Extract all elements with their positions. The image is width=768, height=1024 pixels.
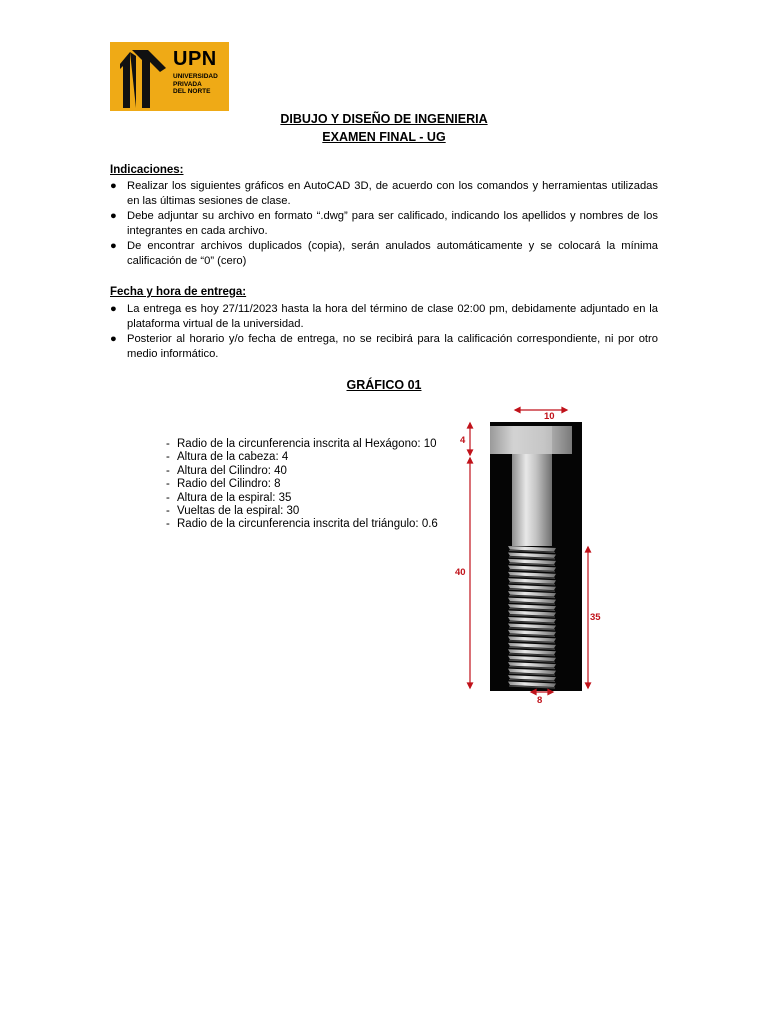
dash-marker: -: [166, 438, 170, 450]
dash-marker: -: [166, 478, 170, 491]
bullet-icon: ●: [110, 333, 117, 345]
list-item-text: Realizar los siguientes gráficos en AutoCAD 3D, de acuerdo con los comandos y herramientas utilizadas en las últimas sesiones de clase.: [127, 180, 658, 207]
list-item-text: La entrega es hoy 27/11/2023 hasta la hora del término de clase 02:00 pm, debidamente adjuntado en la plataforma virtual de la universidad.: [127, 303, 658, 330]
indicaciones-heading: Indicaciones:: [110, 164, 184, 176]
spec-text: Altura de la cabeza: 4: [177, 451, 289, 464]
list-item-text: De encontrar archivos duplicados (copia), serán anulados automáticamente y se colocará la mínima calificación de “0” (cero): [127, 240, 658, 267]
spec-text: Altura de la espiral: 35: [177, 491, 292, 504]
spec-text: Altura del Cilindro: 40: [177, 464, 287, 477]
bullet-icon: ●: [110, 240, 117, 252]
dim-label-top: 10: [544, 411, 555, 422]
dash-marker: -: [166, 518, 170, 531]
dim-label-head: 4: [460, 435, 466, 446]
logo-brand: UPN: [173, 48, 217, 70]
dash-marker: -: [166, 491, 170, 504]
dim-label-cylinder: 40: [455, 567, 466, 578]
course-title: DIBUJO Y DISEÑO DE INGENIERIA: [280, 112, 488, 126]
spec-text: Vueltas de la espiral: 30: [177, 505, 300, 518]
logo-line-3: DEL NORTE: [173, 88, 211, 96]
spec-text: Radio del Cilindro: 8: [177, 478, 281, 491]
grafico-title: GRÁFICO 01: [346, 378, 422, 392]
entrega-heading: Fecha y hora de entrega:: [110, 286, 247, 298]
dim-label-spiral: 35: [590, 612, 601, 623]
dash-marker: -: [166, 464, 170, 477]
dash-marker: -: [166, 505, 170, 518]
list-item-text: Debe adjuntar su archivo en formato “.dwg” para ser calificado, indicando los apellidos y nombres de los integrantes en cada archivo.: [127, 210, 658, 237]
spec-text: Radio de la circunferencia inscrita al Hexágono: 10: [177, 438, 437, 450]
list-item-text: Posterior al horario y/o fecha de entrega, no se recibirá para la calificación correspondiente, ni por otro medio informático.: [127, 333, 658, 360]
bullet-icon: ●: [110, 180, 117, 192]
dash-marker: -: [166, 451, 170, 464]
bullet-icon: ●: [110, 303, 117, 315]
logo-line-2: PRIVADA: [173, 80, 202, 88]
dim-label-bottom: 8: [537, 695, 543, 706]
spec-text: Radio de la circunferencia inscrita del triángulo: 0.6: [177, 518, 438, 531]
exam-title: EXAMEN FINAL - UG: [322, 130, 446, 144]
logo-line-1: UNIVERSIDAD: [173, 73, 218, 80]
bullet-icon: ●: [110, 210, 117, 222]
